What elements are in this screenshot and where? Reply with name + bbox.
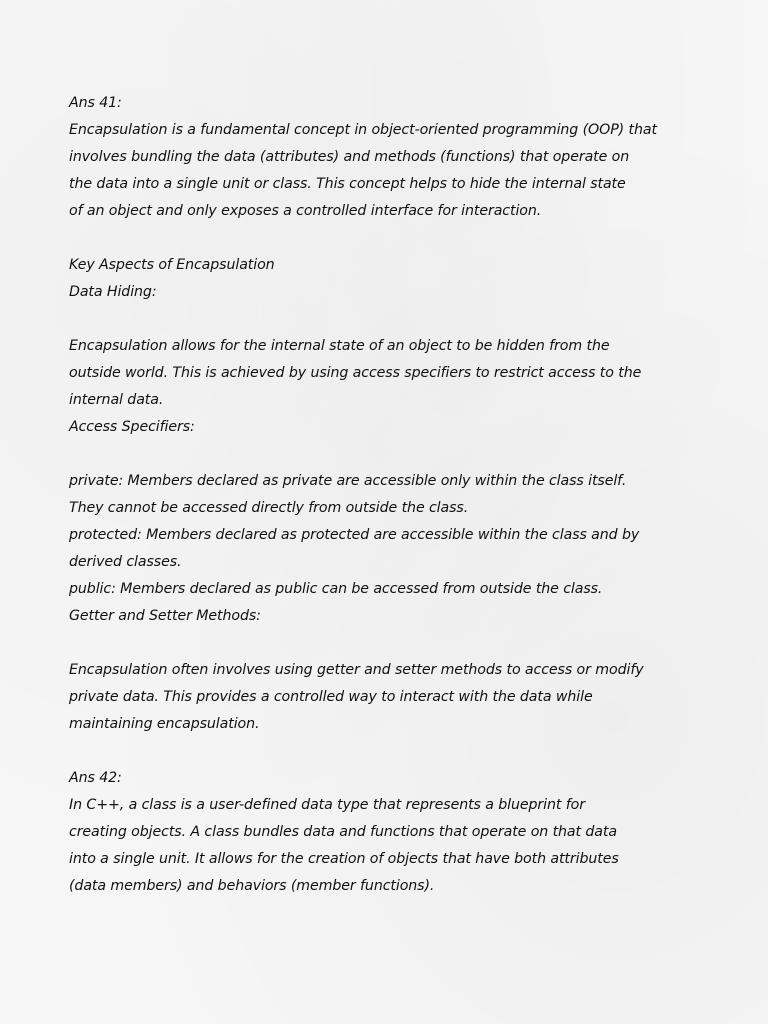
text-line: private data. This provides a controlled way to interact with the data while [69,689,593,705]
blank-line [69,441,729,468]
text-line: involves bundling the data (attributes) and methods (functions) that operate on [69,149,630,165]
text-line: into a single unit. It allows for the creation of objects that have both attributes [69,851,619,867]
text-line: maintaining encapsulation. [69,716,260,732]
subheading-data-hiding: Data Hiding: [69,284,157,300]
answer-41-heading: Ans 41: [69,95,122,111]
text-line: Encapsulation often involves using getter and setter methods to access or modify [69,662,644,678]
text-line: private: Members declared as private are accessible only within the class itself. [69,473,627,489]
text-line: Encapsulation allows for the internal state of an object to be hidden from the [69,338,610,354]
text-line: (data members) and behaviors (member functions). [69,878,435,894]
blank-line [69,225,729,252]
subheading-getter-setter: Getter and Setter Methods: [69,608,261,624]
text-line: internal data. [69,392,164,408]
section-heading-key-aspects: Key Aspects of Encapsulation [69,257,275,273]
subheading-access-specifiers: Access Specifiers: [69,419,195,435]
text-line: of an object and only exposes a controlled interface for interaction. [69,203,542,219]
text-line: In C++, a class is a user-defined data type that represents a blueprint for [69,797,585,813]
text-line: derived classes. [69,554,182,570]
text-line: They cannot be accessed directly from outside the class. [69,500,469,516]
blank-line [69,738,729,765]
blank-line [69,630,729,657]
blank-line [69,306,729,333]
text-line: public: Members declared as public can be accessed from outside the class. [69,581,603,597]
handwritten-notes [69,90,729,900]
text-line: outside world. This is achieved by using access specifiers to restrict access to the [69,365,642,381]
text-line: the data into a single unit or class. This concept helps to hide the internal state [69,176,626,192]
text-line: Encapsulation is a fundamental concept in object-oriented programming (OOP) that [69,122,657,138]
text-line: protected: Members declared as protected are accessible within the class and by [69,527,640,543]
text-line: creating objects. A class bundles data and functions that operate on that data [69,824,617,840]
answer-42-heading: Ans 42: [69,770,122,786]
